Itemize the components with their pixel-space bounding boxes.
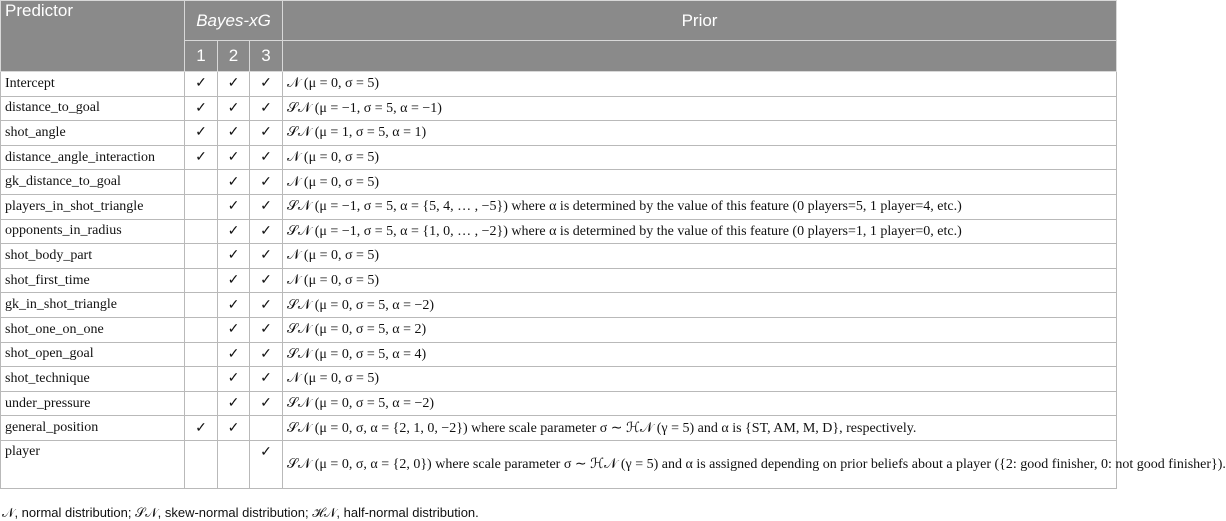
model-2-check: ✓ (218, 72, 250, 97)
table-row (1, 96, 1117, 121)
model-1-check (185, 342, 218, 367)
predictor-name: distance_angle_interaction (1, 145, 185, 170)
table-row (1, 440, 1117, 488)
predictor-name: shot_open_goal (1, 342, 185, 367)
model-2-check: ✓ (218, 244, 250, 269)
model-2-check: ✓ (218, 121, 250, 146)
prior-cell: 𝒩 (μ = 0, σ = 5) (283, 367, 1117, 392)
predictor-name: gk_in_shot_triangle (1, 293, 185, 318)
model-2-check: ✓ (218, 342, 250, 367)
table-row (1, 317, 1117, 342)
table-row (1, 72, 1117, 97)
model-3-check: ✓ (250, 72, 283, 97)
prior-cell: 𝒩 (μ = 0, σ = 5) (283, 72, 1117, 97)
prior-cell: 𝒩 (μ = 0, σ = 5) (283, 268, 1117, 293)
prior-subheader (283, 41, 1117, 72)
table-row (1, 121, 1117, 146)
table-row (1, 416, 1117, 441)
model-1-check: ✓ (185, 121, 218, 146)
model-1-check (185, 367, 218, 392)
prior-cell: 𝒩 (μ = 0, σ = 5) (283, 244, 1117, 269)
model-1-check (185, 317, 218, 342)
table-row (1, 244, 1117, 269)
model-3-check: ✓ (250, 367, 283, 392)
predictor-header: Predictor (1, 1, 185, 72)
model-3-check: ✓ (250, 268, 283, 293)
table-footnote: 𝒩, normal distribution; 𝒮𝒩, skew-normal distribution; ℋ𝒩, half-normal distribution. (2, 505, 479, 520)
prior-cell: 𝒩 (μ = 0, σ = 5) (283, 145, 1117, 170)
model-2-check: ✓ (218, 391, 250, 416)
model-1-check (185, 219, 218, 244)
model-1-check: ✓ (185, 96, 218, 121)
model-1-check (185, 440, 218, 488)
model-1-check (185, 391, 218, 416)
table-row (1, 342, 1117, 367)
model-2-check: ✓ (218, 317, 250, 342)
model-1-check: ✓ (185, 416, 218, 441)
predictor-name: shot_body_part (1, 244, 185, 269)
model-2-check (218, 440, 250, 488)
table-row (1, 145, 1117, 170)
table-row (1, 268, 1117, 293)
table-row (1, 170, 1117, 195)
model-1-check: ✓ (185, 145, 218, 170)
prior-cell: 𝒮𝒩 (μ = 1, σ = 5, α = 1) (283, 121, 1117, 146)
prior-cell: 𝒮𝒩 (μ = −1, σ = 5, α = −1) (283, 96, 1117, 121)
model-3-check (250, 416, 283, 441)
model-2-check: ✓ (218, 367, 250, 392)
model-1-check (185, 170, 218, 195)
prior-header: Prior (283, 1, 1117, 41)
model-1-check (185, 268, 218, 293)
prior-cell: 𝒮𝒩 (μ = 0, σ = 5, α = 2) (283, 317, 1117, 342)
predictor-name: shot_technique (1, 367, 185, 392)
model-2-check: ✓ (218, 96, 250, 121)
predictor-name: shot_first_time (1, 268, 185, 293)
model-2-check: ✓ (218, 219, 250, 244)
model-3-check: ✓ (250, 244, 283, 269)
table-row (1, 219, 1117, 244)
model-3-check: ✓ (250, 145, 283, 170)
model-2-check: ✓ (218, 268, 250, 293)
table-row (1, 391, 1117, 416)
model-2-check: ✓ (218, 145, 250, 170)
model-2-check: ✓ (218, 194, 250, 219)
predictor-name: Intercept (1, 72, 185, 97)
model-3-check: ✓ (250, 317, 283, 342)
predictor-name: players_in_shot_triangle (1, 194, 185, 219)
predictor-name: gk_distance_to_goal (1, 170, 185, 195)
model-1-check (185, 293, 218, 318)
model-2-header: 2 (218, 41, 250, 72)
model-3-check: ✓ (250, 293, 283, 318)
model-1-check (185, 194, 218, 219)
predictor-name: general_position (1, 416, 185, 441)
model-3-check: ✓ (250, 219, 283, 244)
prior-cell: 𝒮𝒩 (μ = −1, σ = 5, α = {5, 4, … , −5}) where α is determined by the value of this feature (0 players=5, 1 player=4, etc.) (283, 194, 1117, 219)
model-3-check: ✓ (250, 440, 283, 488)
predictor-name: player (1, 440, 185, 488)
prior-cell: 𝒮𝒩 (μ = 0, σ, α = {2, 1, 0, −2}) where scale parameter σ ∼ ℋ𝒩 (γ = 5) and α is {ST, AM, M, D}, respectively. (283, 416, 1117, 441)
predictor-name: distance_to_goal (1, 96, 185, 121)
model-1-header: 1 (185, 41, 218, 72)
prior-cell: 𝒮𝒩 (μ = 0, σ = 5, α = −2) (283, 391, 1117, 416)
model-3-header: 3 (250, 41, 283, 72)
prior-cell: 𝒮𝒩 (μ = −1, σ = 5, α = {1, 0, … , −2}) where α is determined by the value of this feature (0 players=1, 1 player=0, etc.) (283, 219, 1117, 244)
header-row-1 (1, 1, 1117, 41)
model-3-check: ✓ (250, 194, 283, 219)
model-3-check: ✓ (250, 96, 283, 121)
model-3-check: ✓ (250, 121, 283, 146)
prior-cell: 𝒮𝒩 (μ = 0, σ, α = {2, 0}) where scale parameter σ ∼ ℋ𝒩 (γ = 5) and α is assigned depending on prior beliefs about a player ({2: good finisher, 0: not good finisher}). (283, 440, 1117, 488)
table-row (1, 293, 1117, 318)
predictor-name: under_pressure (1, 391, 185, 416)
model-1-check: ✓ (185, 72, 218, 97)
predictor-name: shot_one_on_one (1, 317, 185, 342)
model-2-check: ✓ (218, 416, 250, 441)
model-2-check: ✓ (218, 170, 250, 195)
predictor-name: opponents_in_radius (1, 219, 185, 244)
model-1-check (185, 244, 218, 269)
prior-cell: 𝒮𝒩 (μ = 0, σ = 5, α = 4) (283, 342, 1117, 367)
model-3-check: ✓ (250, 342, 283, 367)
model-3-check: ✓ (250, 170, 283, 195)
predictor-name: shot_angle (1, 121, 185, 146)
model-3-check: ✓ (250, 391, 283, 416)
model-2-check: ✓ (218, 293, 250, 318)
prior-cell: 𝒮𝒩 (μ = 0, σ = 5, α = −2) (283, 293, 1117, 318)
bayes-xg-header: Bayes-xG (185, 1, 283, 41)
table-row (1, 367, 1117, 392)
table-row (1, 194, 1117, 219)
prior-cell: 𝒩 (μ = 0, σ = 5) (283, 170, 1117, 195)
